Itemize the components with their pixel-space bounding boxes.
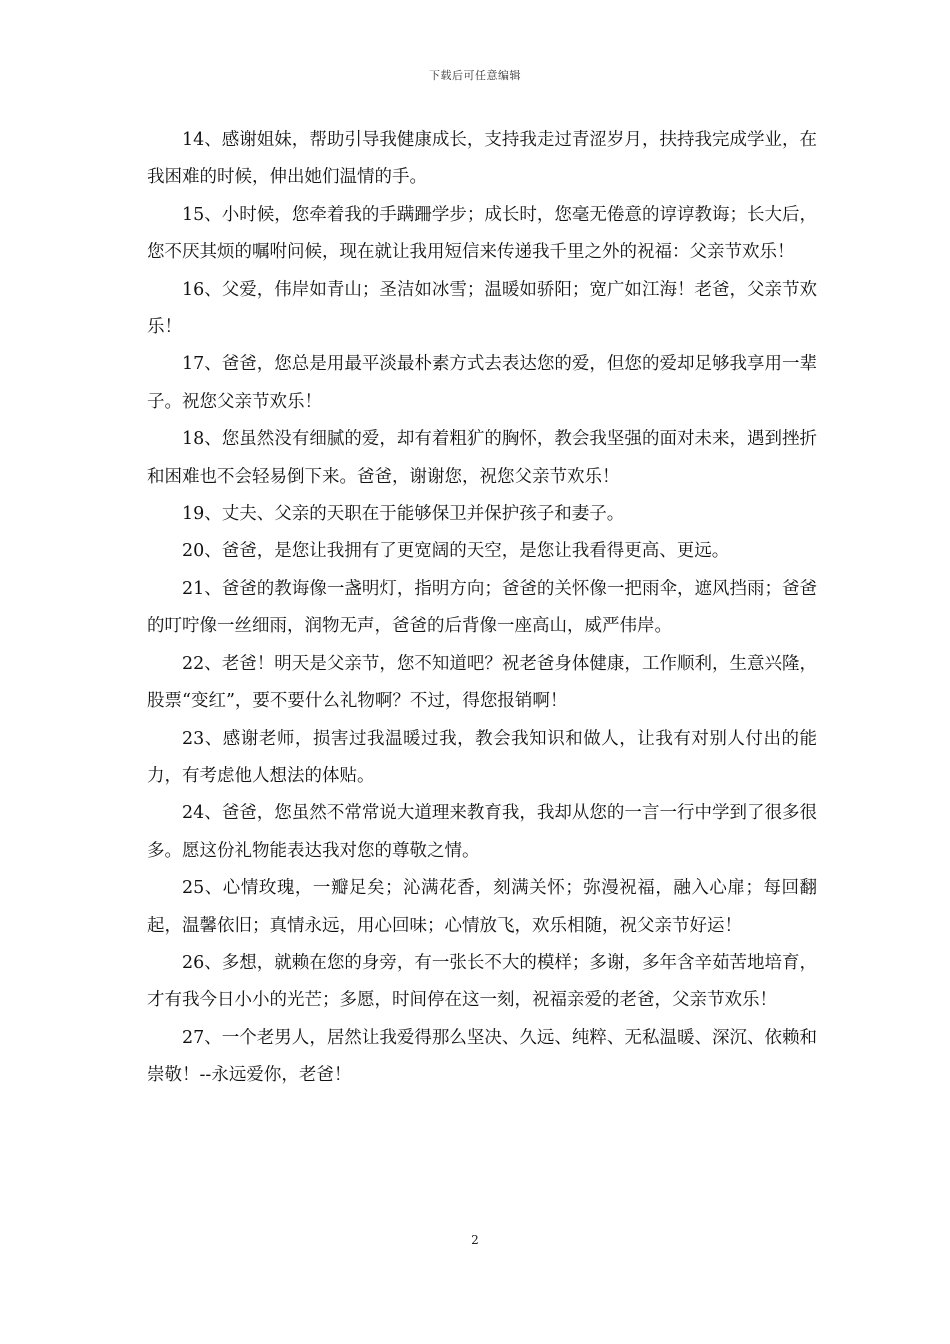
paragraph-24: 24、爸爸，您虽然不常常说大道理来教育我，我却从您的一言一行中学到了很多很多。愿这份礼物能表达我对您的尊敬之情。 (147, 803, 817, 861)
document-body (147, 122, 817, 1095)
paragraph-21: 21、爸爸的教诲像一盏明灯，指明方向；爸爸的关怀像一把雨伞，遮风挡雨；爸爸的叮咛像一丝细雨，润物无声，爸爸的后背像一座高山，威严伟岸。 (147, 578, 817, 637)
paragraph-19: 19、丈夫、父亲的天职在于能够保卫并保护孩子和妻子。 (182, 504, 625, 525)
paragraph-27: 27、一个老男人，居然让我爱得那么坚决、久远、纯粹、无私温暖、深沉、依赖和崇敬！--永远爱你，老爸！ (147, 1027, 817, 1086)
paragraph-25: 25、心情玫瑰，一瓣足矣；沁满花香，刻满关怀；弥漫祝福，融入心扉；每回翻起，温馨依旧；真情永远，用心回味；心情放飞，欢乐相随，祝父亲节好运！ (147, 878, 817, 936)
paragraph-22: 22、老爸！明天是父亲节，您不知道吧？祝老爸身体健康，工作顺利，生意兴隆，股票“变红”，要不要什么礼物啊？不过，得您报销啊！ (147, 653, 817, 712)
paragraph-17: 17、爸爸，您总是用最平淡最朴素方式去表达您的爱，但您的爱却足够我享用一辈子。祝您父亲节欢乐！ (147, 354, 817, 412)
paragraph-23: 23、感谢老师，损害过我温暖过我，教会我知识和做人，让我有对别人付出的能力，有考虑他人想法的体贴。 (147, 728, 817, 786)
paragraph-20: 20、爸爸，是您让我拥有了更宽阔的天空，是您让我看得更高、更远。 (182, 541, 730, 562)
page-number: 2 (471, 1233, 479, 1247)
paragraph-18: 18、您虽然没有细腻的爱，却有着粗犷的胸怀，教会我坚强的面对未来，遇到挫折和困难也不会轻易倒下来。爸爸，谢谢您，祝您父亲节欢乐！ (147, 429, 817, 487)
paragraph-14: 14、感谢姐妹，帮助引导我健康成长，支持我走过青涩岁月，扶持我完成学业，在我困难的时候，伸出她们温情的手。 (147, 130, 817, 188)
page-header-note: 下载后可任意编辑 (429, 69, 521, 82)
paragraph-15: 15、小时候，您牵着我的手蹒跚学步；成长时，您毫无倦意的谆谆教诲；长大后，您不厌其烦的嘱咐问候，现在就让我用短信来传递我千里之外的祝福：父亲节欢乐！ (147, 204, 817, 263)
paragraph-16: 16、父爱，伟岸如青山；圣洁如冰雪；温暖如骄阳；宽广如江海！老爸，父亲节欢乐！ (147, 279, 817, 338)
paragraph-26: 26、多想，就赖在您的身旁，有一张长不大的模样；多谢，多年含辛茹苦地培育，才有我今日小小的光芒；多愿，时间停在这一刻，祝福亲爱的老爸，父亲节欢乐！ (147, 952, 817, 1011)
